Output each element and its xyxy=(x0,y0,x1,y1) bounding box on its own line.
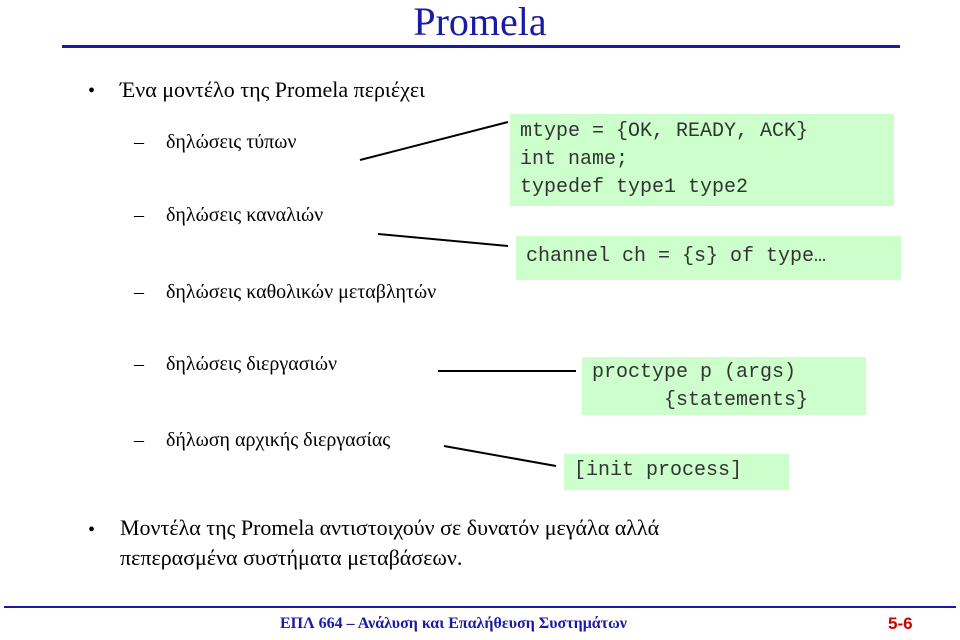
connector-init xyxy=(444,446,556,466)
subitem-process-declarations: δηλώσεις διεργασιών xyxy=(166,353,338,375)
bullet-models-correspond-line2: πεπερασμένα συστήματα μεταβάσεων. xyxy=(120,545,463,570)
subitem-channel-declarations: δηλώσεις καναλιών xyxy=(166,204,324,226)
dash-icon: – xyxy=(134,131,144,153)
subitem-type-declarations: δηλώσεις τύπων xyxy=(166,131,297,153)
subitem-global-variable-declarations: δηλώσεις καθολικών μεταβλητών xyxy=(166,281,437,303)
bullet-dot-icon: • xyxy=(88,519,96,541)
footer-rule xyxy=(4,606,956,608)
dash-icon: – xyxy=(134,353,144,375)
code-box-channel: channel ch = {s} of type… xyxy=(516,236,901,280)
connector-channel xyxy=(378,234,508,246)
footer-page-number: 5-6 xyxy=(888,614,913,633)
bullet-dot-icon: • xyxy=(88,80,96,102)
bullet-models-correspond-line1: Μοντέλα της Promela αντιστοιχούν σε δυνατόν μεγάλα αλλά xyxy=(120,515,660,540)
code-box-proctype: proctype p (args) {statements} xyxy=(582,357,866,415)
dash-icon: – xyxy=(134,429,144,451)
footer-course-title: ΕΠΛ 664 – Ανάλυση και Επαλήθευση Συστημάτων xyxy=(280,615,627,632)
dash-icon: – xyxy=(134,281,144,303)
connector-types xyxy=(360,122,508,160)
dash-icon: – xyxy=(134,204,144,226)
bullet-model-contains: Ένα μοντέλο της Promela περιέχει xyxy=(120,77,426,102)
slide-title: Promela xyxy=(413,0,547,44)
subitem-init-process-declaration: δήλωση αρχικής διεργασίας xyxy=(166,429,391,451)
code-box-types: mtype = {OK, READY, ACK} int name; typedef type1 type2 xyxy=(510,114,894,206)
code-box-init: [init process] xyxy=(564,454,789,490)
